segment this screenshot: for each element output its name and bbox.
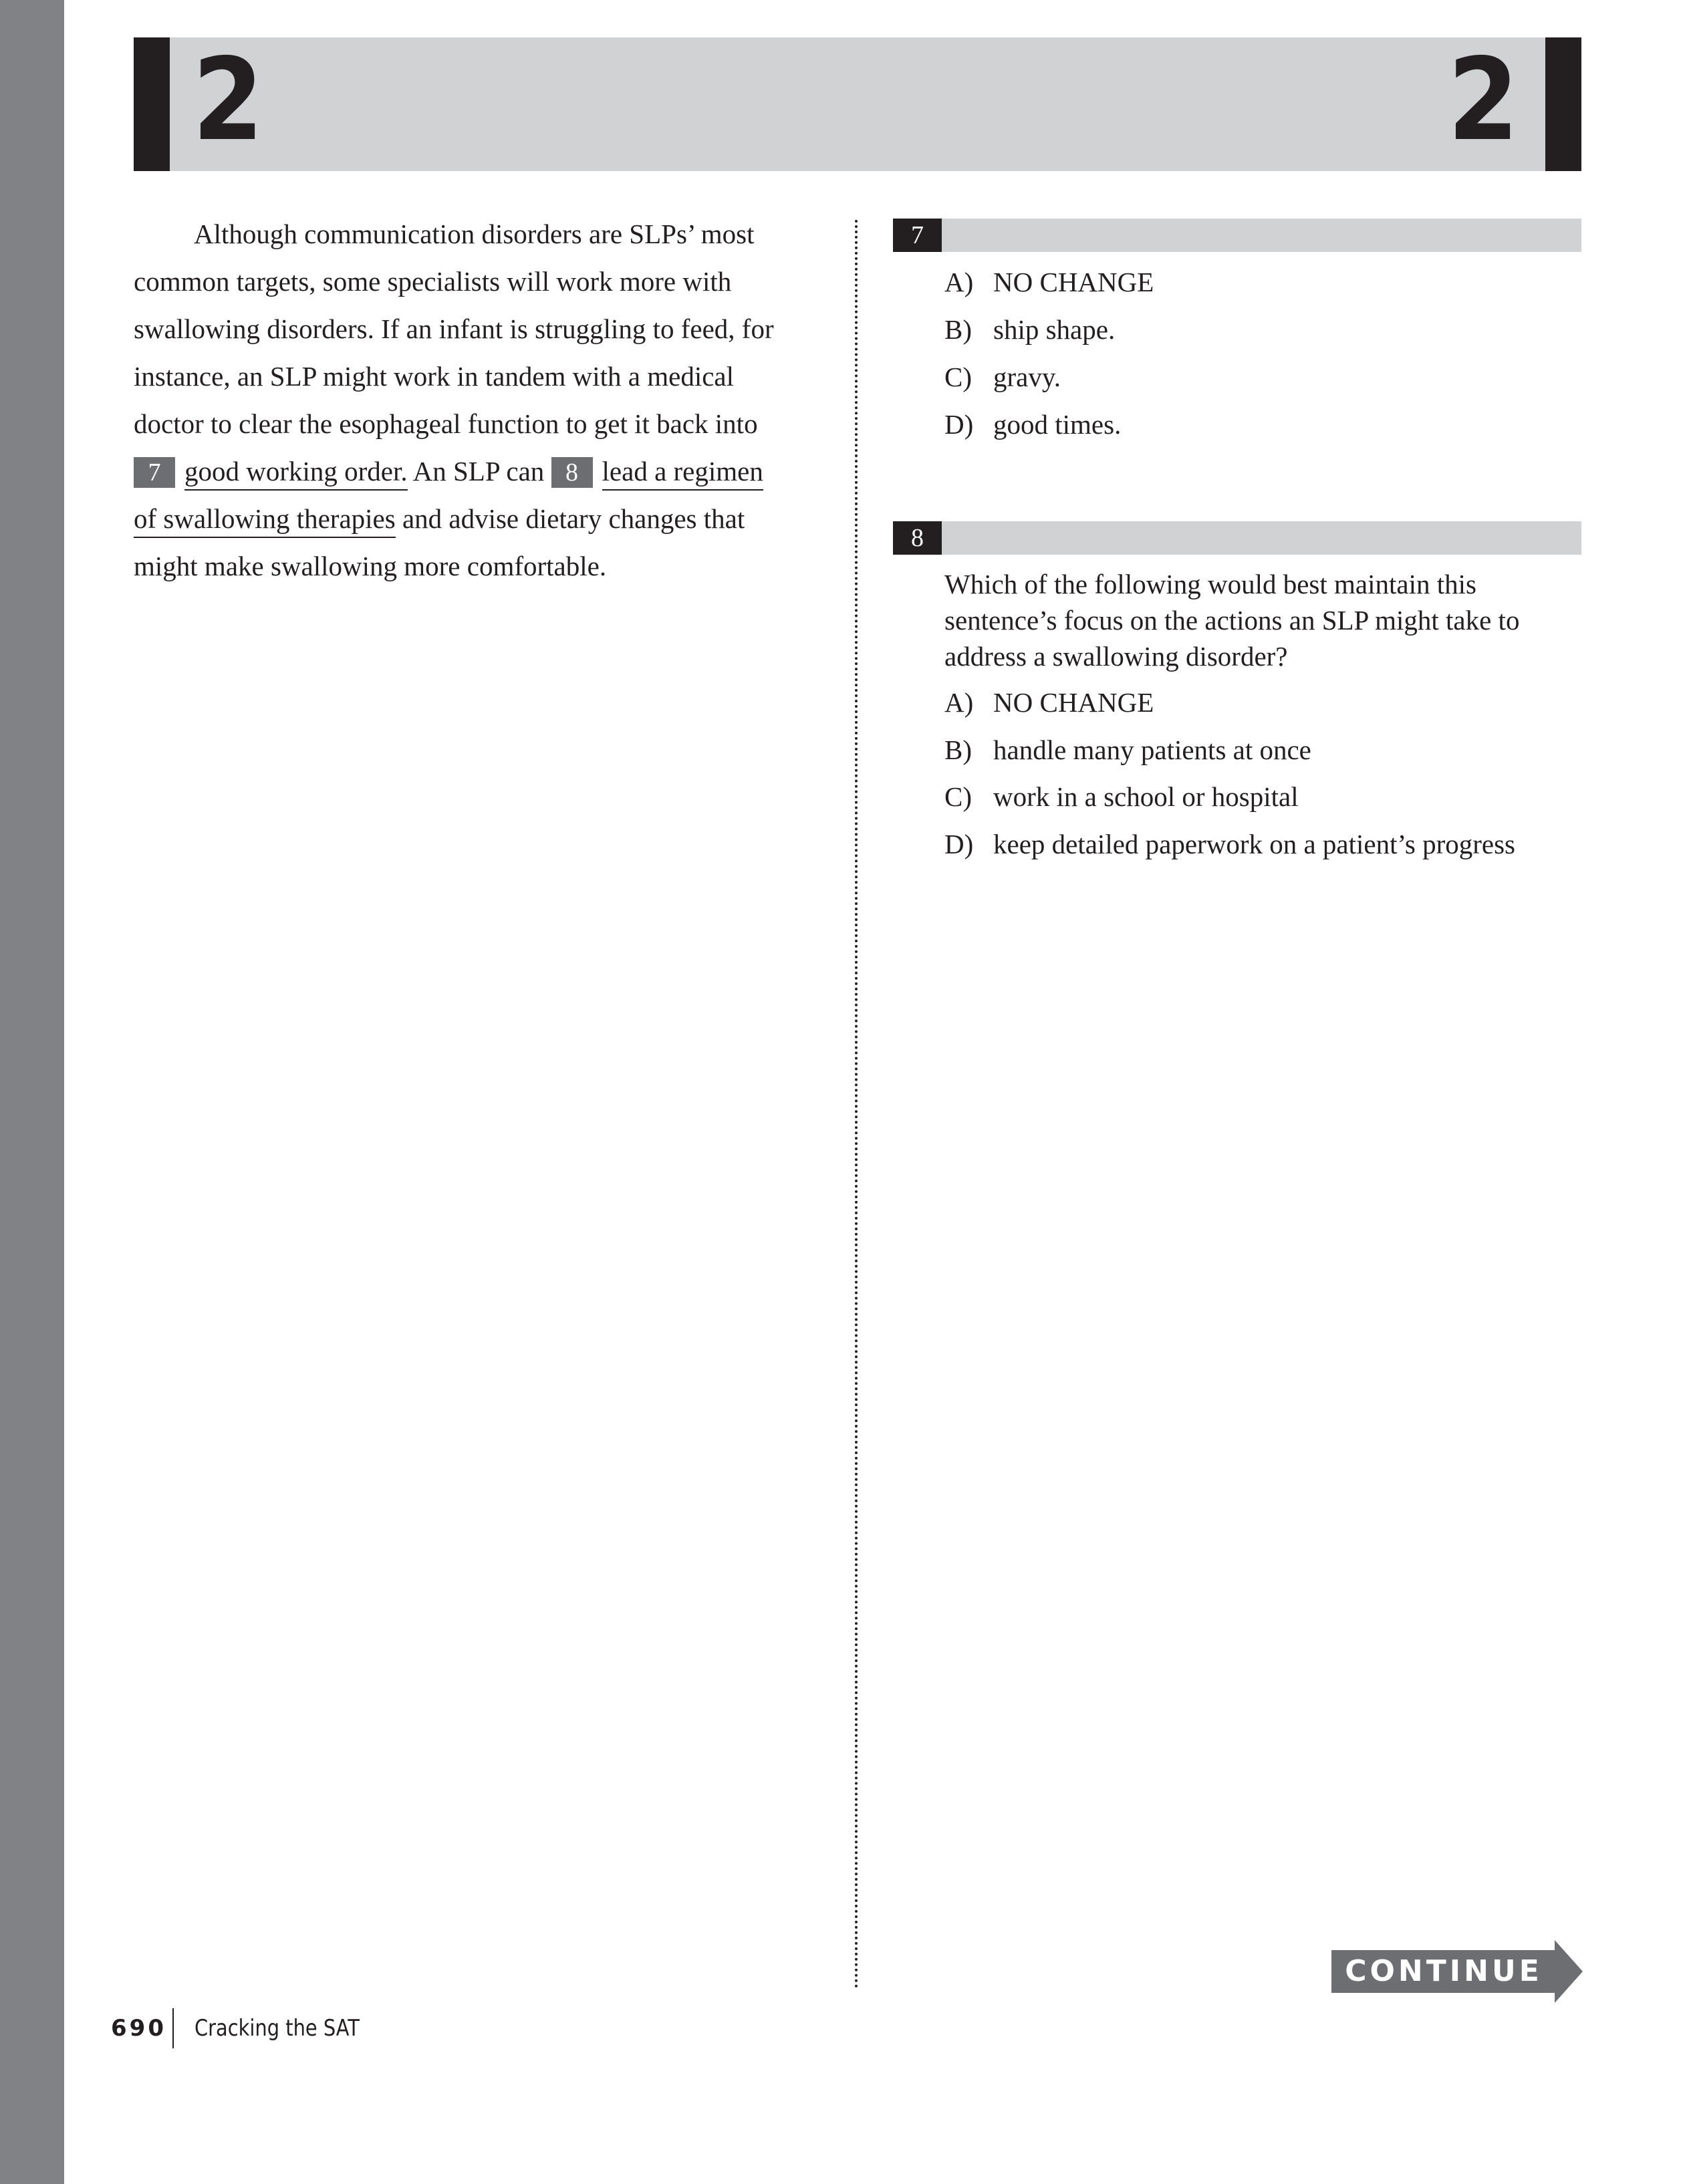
- passage-line: Although communication disorders are SLPs’ most: [194, 219, 755, 249]
- question-7-option-d[interactable]: [944, 408, 1121, 441]
- question-8-number: 8: [893, 521, 942, 555]
- header-right-bar: [1545, 37, 1581, 171]
- question-7-header-bar: [893, 219, 1581, 252]
- book-title: Cracking the SAT: [195, 2015, 360, 2042]
- option-text: keep detailed paperwork on a patient’s progress: [993, 829, 1516, 859]
- question-8-prompt-line: sentence’s focus on the actions an SLP might take to: [944, 605, 1520, 636]
- option-letter: D): [944, 829, 974, 859]
- question-8-prompt-line: Which of the following would best maintain this: [944, 569, 1476, 599]
- arrow-right-icon: [1555, 1940, 1583, 2003]
- option-letter: D): [944, 409, 974, 440]
- option-letter: B): [944, 314, 972, 345]
- question-7-number: 7: [893, 219, 942, 252]
- question-8-header-bar: [893, 521, 1581, 555]
- question-7-option-a[interactable]: [944, 265, 1154, 299]
- question-8-marker[interactable]: 8: [551, 457, 593, 488]
- question-7-option-b[interactable]: [944, 313, 1115, 346]
- passage-line: swallowing disorders. If an infant is struggling to feed, for: [134, 313, 774, 344]
- question-8-option-a[interactable]: [944, 686, 1154, 719]
- option-text: work in a school or hospital: [993, 781, 1299, 812]
- question-8-prompt-line: address a swallowing disorder?: [944, 641, 1288, 672]
- passage-line: doctor to clear the esophageal function to get it back into: [134, 408, 758, 439]
- question-8-option-b[interactable]: [944, 733, 1311, 767]
- passage-line: instance, an SLP might work in tandem with a medical: [134, 361, 735, 392]
- passage-text: and advise dietary changes that: [395, 503, 745, 534]
- passage-text: An SLP can: [407, 456, 551, 487]
- passage-line: might make swallowing more comfortable.: [134, 551, 607, 581]
- continue-label: CONTINUE: [1345, 1954, 1543, 1988]
- passage-line: common targets, some specialists will work more with: [134, 266, 732, 297]
- option-text: good times.: [993, 409, 1122, 440]
- question-7-marker[interactable]: 7: [134, 457, 175, 488]
- option-letter: C): [944, 781, 972, 812]
- question-7-option-c[interactable]: [944, 360, 1061, 394]
- question-8-underlined-text: lead a regimen: [602, 456, 763, 491]
- footer-divider: [172, 2008, 174, 2048]
- passage-line: [134, 502, 745, 535]
- header-left-bar: [134, 37, 170, 171]
- section-number-left: 2: [192, 34, 264, 166]
- option-letter: A): [944, 687, 974, 718]
- page-edge-strip: [0, 0, 64, 2184]
- section-header-bar: [134, 37, 1581, 171]
- option-text: gravy.: [993, 362, 1061, 392]
- section-number-right: 2: [1447, 34, 1519, 166]
- option-letter: C): [944, 362, 972, 392]
- question-8-underlined-text: of swallowing therapies: [134, 503, 396, 538]
- passage-line: [134, 454, 763, 490]
- question-7-underlined-text: good working order.: [184, 456, 408, 491]
- page-number: 690: [111, 2015, 166, 2042]
- question-8-option-d[interactable]: [944, 827, 1515, 861]
- option-text: ship shape.: [993, 314, 1116, 345]
- option-letter: B): [944, 734, 972, 765]
- option-text: NO CHANGE: [993, 267, 1154, 297]
- option-text: NO CHANGE: [993, 687, 1154, 718]
- column-divider: [855, 220, 858, 1990]
- question-8-option-c[interactable]: [944, 780, 1299, 813]
- option-text: handle many patients at once: [993, 734, 1311, 765]
- option-letter: A): [944, 267, 974, 297]
